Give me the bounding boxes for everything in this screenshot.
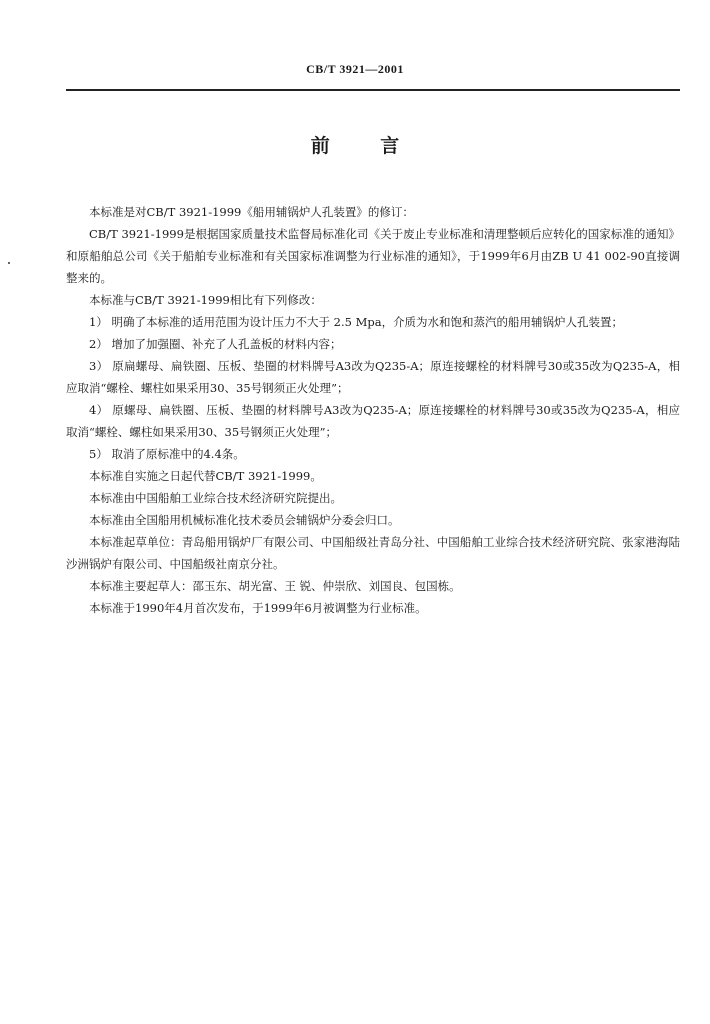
paragraph-replacement: 本标准自实施之日起代替CB/T 3921-1999。 <box>89 469 322 483</box>
change-item-4: 4） 原螺母、扁铁圈、压板、垫圈的材料牌号A3改为Q235-A；原连接螺栓的材料牌号30或35改为Q235-A，相应取消“螺栓、螺柱如果采用30、35号钢须正火处理”； <box>66 403 680 439</box>
paragraph-centralized: 本标准由全国船用机械标准化技术委员会辅锅炉分委会归口。 <box>89 513 400 527</box>
change-item-3: 3） 原扁螺母、扁铁圈、压板、垫圈的材料牌号A3改为Q235-A；原连接螺栓的材料牌号30或35改为Q235-A，相应取消“螺栓、螺柱如果采用30、35号钢须正火处理”； <box>66 359 680 395</box>
change-item-2: 2） 增加了加强圈、补充了人孔盖板的材料内容； <box>89 337 342 351</box>
paragraph-origin: CB/T 3921-1999是根据国家质量技术监督局标准化司《关于废止专业标准和清理整顿后应转化的国家标准的通知》和原船舶总公司《关于船舶专业标准和有关国家标准调整为行业标准的通知》，于1999年6月由ZB U 41 002-90直接调整来的。 <box>66 227 680 285</box>
document-header-code: CB/T 3921—2001 <box>306 62 404 76</box>
change-item-5: 5） 取消了原标准中的4.4条。 <box>89 447 245 461</box>
paragraph-changes-lead: 本标准与CB/T 3921-1999相比有下列修改： <box>89 293 322 307</box>
paragraph-proposer: 本标准由中国船舶工业综合技术经济研究院提出。 <box>89 491 342 505</box>
header-rule <box>66 89 680 91</box>
tick-mark <box>8 262 10 264</box>
paragraph-drafters: 本标准主要起草人：邵玉东、胡光富、王 锐、仲崇欣、刘国良、包国栋。 <box>89 579 461 593</box>
paragraph-drafting-units: 本标准起草单位：青岛船用锅炉厂有限公司、中国船级社青岛分社、中国船舶工业综合技术经济研究院、张家港海陆沙洲锅炉有限公司、中国船级社南京分社。 <box>66 535 680 571</box>
paragraph-history: 本标准于1990年4月首次发布，于1999年6月被调整为行业标准。 <box>89 601 427 615</box>
foreword-body <box>66 201 680 619</box>
change-item-1: 1） 明确了本标准的适用范围为设计压力不大于 2.5 Mpa，介质为水和饱和蒸汽的船用辅锅炉人孔装置； <box>89 315 624 329</box>
page-title: 前 言 <box>310 135 422 157</box>
paragraph-intro: 本标准是对CB/T 3921-1999《船用辅锅炉人孔装置》的修订： <box>89 205 414 219</box>
